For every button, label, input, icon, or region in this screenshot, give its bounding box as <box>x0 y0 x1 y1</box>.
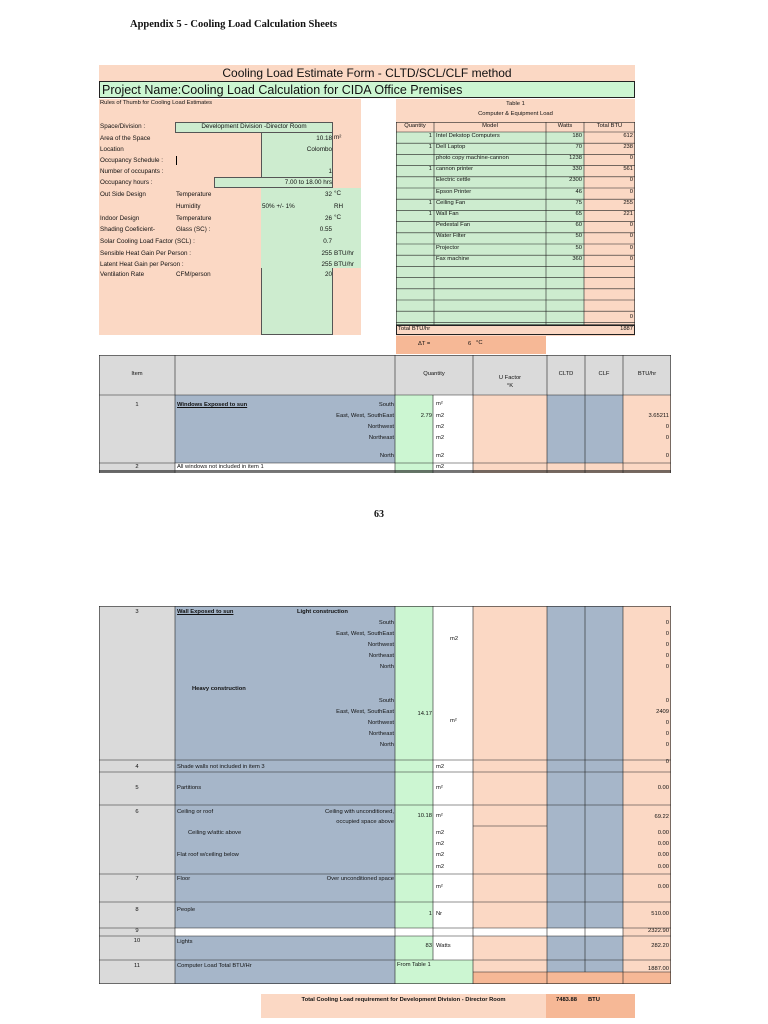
appendix-title: Appendix 5 - Cooling Load Calculation Sheets <box>130 19 338 30</box>
t1-row-btu: 0 <box>629 177 633 184</box>
t1-row-btu: 0 <box>629 233 633 240</box>
item8-no: 8 <box>135 907 139 913</box>
item6-desc-2: occupied space above <box>336 819 394 825</box>
item1-title: Windows Exposed to sun <box>177 402 248 408</box>
latent-unit: BTU/hr <box>334 261 354 268</box>
hours-label: Occupancy hours : <box>100 179 153 186</box>
t1-row-watts: 60 <box>575 222 582 229</box>
t1-blank-total: 0 <box>629 314 633 320</box>
scl-value: 0.7 <box>323 238 332 245</box>
item1-orientation: Northeast <box>368 435 394 441</box>
item2-title: All windows not included in item 1 <box>177 464 264 470</box>
item6-sub-unit: m2 <box>436 830 445 836</box>
location-label: Location <box>100 146 124 153</box>
occupants-value: 1 <box>328 168 332 175</box>
indoor-temp-label: Temperature <box>176 215 212 222</box>
t1-row-model: cannon printer <box>436 166 474 173</box>
t1-row-watts: 75 <box>575 199 582 206</box>
item3-heavy-orientation: East, West, SouthEast <box>336 709 394 715</box>
space-division-label: Space/Division : <box>100 123 146 130</box>
header-u-factor: U Factor <box>498 375 522 381</box>
t1-row-qty: 1 <box>428 143 432 150</box>
t1-row-model: Fax machine <box>436 255 470 262</box>
item3-light-label: Light construction <box>297 609 348 615</box>
t1-row-btu: 0 <box>629 255 633 262</box>
item6-unit: m² <box>436 813 443 819</box>
item6-sub-unit: m2 <box>436 852 445 858</box>
item2-unit: m2 <box>436 464 445 470</box>
header-item: Item <box>131 371 143 377</box>
item6-sub2: Flat roof w/ceiling below <box>177 852 239 858</box>
item7-btu: 0.00 <box>657 884 669 890</box>
t1-row-model: Wall Fan <box>436 210 459 217</box>
item1-btu: 0 <box>665 424 669 430</box>
t1-total-value: 1887 <box>620 326 633 332</box>
header-quantity: Quantity <box>423 371 445 377</box>
item8-quantity: 1 <box>428 911 432 917</box>
item3-heavy-label: Heavy construction <box>192 686 246 692</box>
humidity-unit: RH <box>334 203 344 210</box>
item1-unit: m2 <box>436 424 445 430</box>
item8-title: People <box>177 907 196 913</box>
item7-desc: Over unconditioned space <box>326 876 394 882</box>
t1-row-watts: 1238 <box>569 154 582 161</box>
item3-light-btu: 0 <box>665 642 669 648</box>
t1-row-qty: 1 <box>428 132 432 139</box>
outside-design-label: Out Side Design <box>100 191 146 198</box>
delta-t-label: ΔT = <box>418 341 431 347</box>
item3-heavy-btu: 0 <box>665 698 669 704</box>
area-value: 10.18 <box>316 135 332 142</box>
item1-btu: 3.65211 <box>648 413 669 419</box>
item6-sub-unit: m2 <box>436 841 445 847</box>
item3-heavy-btu: 2409 <box>656 709 669 715</box>
item7-title: Floor <box>177 876 191 882</box>
item1-no: 1 <box>135 402 139 408</box>
t1-row-model: Ceiling Fan <box>436 199 466 206</box>
item2-no: 2 <box>135 464 139 470</box>
item3-title: Wall Exposed to sun <box>177 609 234 615</box>
humidity-value: 50% +/- 1% <box>262 203 295 210</box>
item6-sub-btu: 0.00 <box>657 852 669 858</box>
item1-unit: m² <box>436 401 443 407</box>
area-unit: m² <box>334 134 342 141</box>
t1-row-qty: 1 <box>428 166 432 173</box>
item5-btu: 0.00 <box>657 785 669 791</box>
item3-heavy-orientation: North <box>379 742 394 748</box>
t1-row-qty: 1 <box>428 199 432 206</box>
item6-desc-1: Ceiling with unconditioned, <box>325 809 394 815</box>
item4-no: 4 <box>135 764 139 770</box>
scl-label: Solar Cooling Load Factor (SCL) : <box>100 238 195 245</box>
item1-orientation: East, West, SouthEast <box>336 413 394 419</box>
item6-sub-btu: 0.00 <box>657 830 669 836</box>
latent-value: 255 <box>321 261 332 268</box>
table1-subtitle: Computer & Equipment Load <box>478 111 553 117</box>
t1-header-watts: Watts <box>557 123 573 129</box>
item3-light-btu: 0 <box>665 653 669 659</box>
cursor-mark <box>176 156 177 165</box>
ventilation-value: 20 <box>324 271 332 278</box>
item10-btu: 282.20 <box>651 943 669 949</box>
indoor-design-label: Indoor Design <box>100 215 140 222</box>
item1-orientation: North <box>379 453 394 459</box>
outside-temp-value: 32 <box>324 191 332 198</box>
item7-unit: m² <box>436 884 443 890</box>
occupants-label: Number of occupants : <box>100 168 164 175</box>
t1-row-btu: 255 <box>623 199 633 206</box>
t1-row-btu: 238 <box>623 143 633 150</box>
header-cltd: CLTD <box>558 371 574 377</box>
shading-value: 0.55 <box>319 226 332 233</box>
total-unit: BTU <box>588 997 600 1003</box>
item5-no: 5 <box>135 785 139 791</box>
item3-heavy-orientation: South <box>378 698 394 704</box>
humidity-label: Humidity <box>176 203 201 210</box>
t1-row-watts: 65 <box>575 210 582 217</box>
item6-sub-btu: 0.00 <box>657 864 669 870</box>
item3-light-orientation: South <box>378 620 394 626</box>
item8-btu: 510.00 <box>651 911 669 917</box>
shading-label: Shading Coeficient- <box>100 226 155 233</box>
ventilation-label: Ventilation Rate <box>100 271 145 278</box>
item11-quantity: From Table 1 <box>397 962 431 968</box>
item10-quantity: 83 <box>425 943 432 949</box>
t1-row-model: Electric cettle <box>436 177 471 184</box>
item3-light-btu: 0 <box>665 664 669 670</box>
item5-unit: m² <box>436 785 443 791</box>
item3-light-btu: 0 <box>665 620 669 626</box>
t1-row-btu: 221 <box>623 210 633 217</box>
t1-row-btu: 0 <box>629 222 633 229</box>
t1-row-watts: 70 <box>575 143 582 150</box>
header-btu: BTU/hr <box>637 371 657 377</box>
item3-heavy-orientation: Northwest <box>367 720 394 726</box>
t1-row-btu: 612 <box>623 132 633 139</box>
item6-no: 6 <box>135 809 139 815</box>
indoor-temp-value: 26 <box>324 215 332 222</box>
t1-row-watts: 360 <box>572 255 582 262</box>
area-label: Area of the Space <box>100 135 151 142</box>
item11-title: Computer Load Total BTU/Hr <box>177 963 252 969</box>
item6-title: Ceiling or roof <box>177 809 214 815</box>
ventilation-sub-label: CFM/person <box>176 271 211 278</box>
hours-value: 7.00 to 18.00 hrs <box>284 179 332 186</box>
header-clf: CLF <box>598 371 610 377</box>
t1-row-watts: 50 <box>575 244 582 251</box>
item5-title: Partitions <box>177 785 202 791</box>
item3-no: 3 <box>135 609 139 615</box>
t1-total-label: Total BTU/hr <box>398 326 431 332</box>
t1-row-qty: 1 <box>428 210 432 217</box>
item1-unit: m2 <box>436 453 445 459</box>
sensible-label: Sensible Heat Gain Per Person : <box>100 250 192 257</box>
sensible-unit: BTU/hr <box>334 250 354 257</box>
t1-row-btu: 561 <box>623 166 633 173</box>
total-value: 7483.88 <box>556 997 577 1003</box>
item1-unit: m2 <box>436 435 445 441</box>
item3-light-orientation: Northwest <box>367 642 394 648</box>
item1-quantity: 2.79 <box>420 413 432 419</box>
item3-heavy-quantity: 14.17 <box>417 711 432 717</box>
latent-label: Latent Heat Gain per Person : <box>100 261 184 268</box>
item3-light-orientation: Northeast <box>368 653 394 659</box>
header-u-unit: °K <box>506 383 514 389</box>
item9-no: 9 <box>135 928 139 934</box>
item7-no: 7 <box>135 876 139 882</box>
space-division-value: Development Division -Director Room <box>201 123 307 130</box>
form-title: Cooling Load Estimate Form - CLTD/SCL/CLF method <box>99 65 635 81</box>
location-value: Colombo <box>306 146 332 153</box>
t1-header-model: Model <box>482 123 498 129</box>
t1-row-btu: 0 <box>629 154 633 161</box>
item3-heavy-unit: m² <box>450 718 457 724</box>
t1-row-model: Projector <box>436 244 460 251</box>
item3-heavy-orientation: Northeast <box>368 731 394 737</box>
delta-t-value: 6 <box>468 341 472 347</box>
item1-btu: 0 <box>665 453 669 459</box>
item3-heavy-btu: 0 <box>665 742 669 748</box>
item10-title: Lights <box>177 939 193 945</box>
item3-heavy-btu: 0 <box>665 731 669 737</box>
item1-orientation: South <box>378 402 394 408</box>
item1-btu: 0 <box>665 435 669 441</box>
item11-no: 11 <box>133 963 141 969</box>
t1-row-watts: 50 <box>575 233 582 240</box>
item4-btu: 0 <box>665 759 669 765</box>
table1-title: Table 1 <box>506 101 525 107</box>
total-label: Total Cooling Load requirement for Development Division - Director Room <box>301 997 506 1003</box>
t1-row-watts: 330 <box>572 166 582 173</box>
t1-row-model: Pedestal Fan <box>436 222 471 229</box>
t1-row-watts: 2300 <box>569 177 582 184</box>
rules-label: Rules of Thumb for Cooling Load Estimates <box>100 100 213 106</box>
item3-light-unit: m2 <box>450 636 459 642</box>
t1-row-model: Intel Dekstop Computers <box>436 132 500 139</box>
t1-header-qty: Quantity <box>404 123 426 129</box>
t1-row-model: Dell Laptop <box>436 143 466 150</box>
item4-title: Shade walls not included in item 3 <box>177 764 265 770</box>
item1-unit: m2 <box>436 413 445 419</box>
indoor-temp-unit: °C <box>334 214 342 221</box>
item1-orientation: Northwest <box>367 424 394 430</box>
shading-sub-label: Glass (SC) : <box>176 226 211 233</box>
page-number: 63 <box>374 509 384 520</box>
calc-table-2 <box>99 606 671 984</box>
schedule-label: Occupancy Schedule : <box>100 157 164 164</box>
item6-sub1: Ceiling w/attic above <box>188 830 242 836</box>
item6-sub-btu: 0.00 <box>657 841 669 847</box>
t1-row-watts: 46 <box>575 188 582 195</box>
t1-row-model: Water Filter <box>436 233 466 240</box>
item6-quantity: 10.18 <box>417 813 432 819</box>
t1-row-btu: 0 <box>629 188 633 195</box>
t1-row-btu: 0 <box>629 244 633 251</box>
outside-temp-label: Temperature <box>176 191 212 198</box>
t1-header-btu: Total BTU <box>596 123 623 129</box>
t1-row-model: photo copy machine-cannon <box>436 154 509 161</box>
t1-row-watts: 180 <box>572 132 582 139</box>
item11-btu: 1887.00 <box>648 966 669 972</box>
item3-light-btu: 0 <box>665 631 669 637</box>
item6-sub-unit: m2 <box>436 864 445 870</box>
item4-unit: m2 <box>436 764 445 770</box>
item10-no: 10 <box>133 938 141 944</box>
sensible-value: 255 <box>321 250 332 257</box>
item3-heavy-btu: 0 <box>665 720 669 726</box>
item8-unit: Nr <box>436 911 443 917</box>
outside-temp-unit: °C <box>334 190 342 197</box>
item3-light-orientation: East, West, SouthEast <box>336 631 394 637</box>
t1-row-model: Epson Printer <box>436 188 472 195</box>
delta-t-unit: °C <box>476 340 483 346</box>
item10-unit: Watts <box>436 943 451 949</box>
project-name: Project Name:Cooling Load Calculation for CIDA Office Premises <box>99 81 635 98</box>
item6-btu: 69.22 <box>654 814 669 820</box>
item3-light-orientation: North <box>379 664 394 670</box>
item9-btu: 2322.90 <box>648 928 669 934</box>
